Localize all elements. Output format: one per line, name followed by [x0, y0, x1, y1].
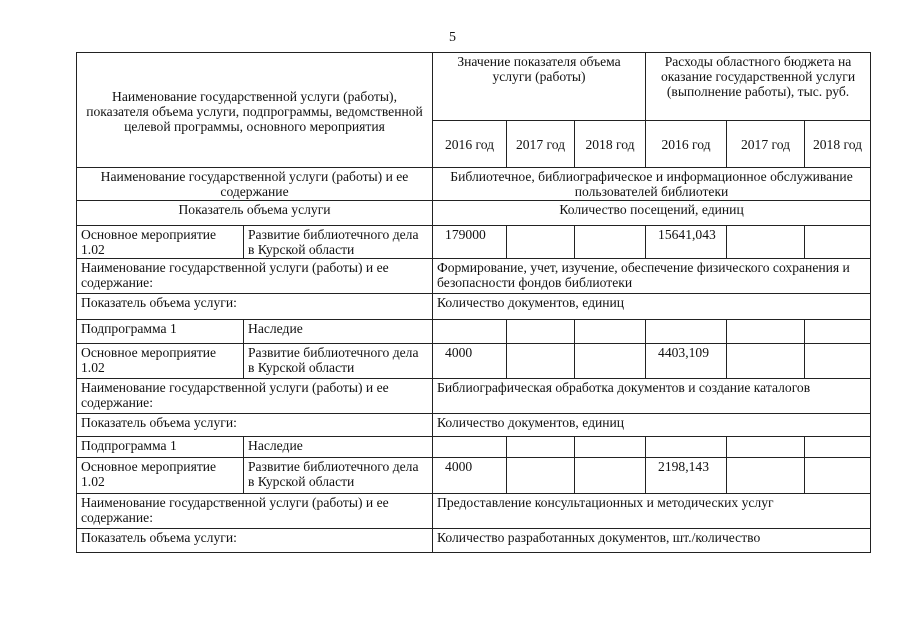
services-table [76, 52, 871, 553]
year-header: 2017 год [727, 121, 805, 168]
volume-2018 [575, 458, 646, 494]
volume-2017 [507, 226, 575, 259]
row-label: Основное мероприятие 1.02 [77, 458, 244, 494]
budget-2016 [646, 320, 727, 344]
budget-2016 [646, 437, 727, 458]
year-header: 2018 год [805, 121, 871, 168]
volume-2016 [433, 320, 507, 344]
service-label: Наименование государственной услуги (работы) и ее содержание: [77, 379, 433, 414]
volume-2016: 179000 [433, 226, 507, 259]
header-budget-cell: Расходы областного бюджета на оказание государственной услуги (выполнение работы), тыс. руб. [646, 53, 871, 121]
row-label: Подпрограмма 1 [77, 320, 244, 344]
page-number: 5 [449, 30, 456, 45]
volume-2018 [575, 226, 646, 259]
budget-2018 [805, 458, 871, 494]
row-description: Развитие библиотечного дела в Курской области [244, 226, 433, 259]
service-value: Библиотечное, библиографическое и информационное обслуживание пользователей библиотеки [433, 168, 871, 201]
volume-2016 [433, 437, 507, 458]
service-value: Формирование, учет, изучение, обеспечение физического сохранения и безопасности фондов библиотеки [433, 259, 871, 294]
indicator-label: Показатель объема услуги [77, 201, 433, 226]
budget-2016: 2198,143 [646, 458, 727, 494]
budget-2017 [727, 437, 805, 458]
volume-2017 [507, 437, 575, 458]
year-header: 2016 год [646, 121, 727, 168]
budget-2018 [805, 437, 871, 458]
row-description: Наследие [244, 437, 433, 458]
volume-2018 [575, 344, 646, 379]
indicator-label: Показатель объема услуги: [77, 529, 433, 553]
header-name-cell: Наименование государственной услуги (работы), показателя объема услуги, подпрограммы, ведомственной целевой программы, основного мероприятия [77, 53, 433, 168]
year-header: 2017 год [507, 121, 575, 168]
volume-2018 [575, 320, 646, 344]
indicator-label: Показатель объема услуги: [77, 414, 433, 437]
row-label: Основное мероприятие 1.02 [77, 344, 244, 379]
indicator-value: Количество документов, единиц [433, 294, 871, 320]
row-label: Основное мероприятие 1.02 [77, 226, 244, 259]
indicator-value: Количество посещений, единиц [433, 201, 871, 226]
budget-2017 [727, 320, 805, 344]
service-label: Наименование государственной услуги (работы) и ее содержание [77, 168, 433, 201]
service-label: Наименование государственной услуги (работы) и ее содержание: [77, 494, 433, 529]
budget-2018 [805, 344, 871, 379]
budget-2016: 4403,109 [646, 344, 727, 379]
indicator-value: Количество разработанных документов, шт./количество [433, 529, 871, 553]
row-description: Развитие библиотечного дела в Курской области [244, 458, 433, 494]
budget-2016: 15641,043 [646, 226, 727, 259]
service-value: Предоставление консультационных и методических услуг [433, 494, 871, 529]
indicator-label: Показатель объема услуги: [77, 294, 433, 320]
budget-2018 [805, 226, 871, 259]
budget-2017 [727, 344, 805, 379]
service-value: Библиографическая обработка документов и создание каталогов [433, 379, 871, 414]
budget-2018 [805, 320, 871, 344]
year-header: 2018 год [575, 121, 646, 168]
header-volume-cell: Значение показателя объема услуги (работы) [433, 53, 646, 121]
row-label: Подпрограмма 1 [77, 437, 244, 458]
volume-2018 [575, 437, 646, 458]
service-label: Наименование государственной услуги (работы) и ее содержание: [77, 259, 433, 294]
budget-2017 [727, 226, 805, 259]
volume-2017 [507, 458, 575, 494]
volume-2016: 4000 [433, 344, 507, 379]
row-description: Развитие библиотечного дела в Курской области [244, 344, 433, 379]
row-description: Наследие [244, 320, 433, 344]
volume-2016: 4000 [433, 458, 507, 494]
budget-2017 [727, 458, 805, 494]
volume-2017 [507, 344, 575, 379]
indicator-value: Количество документов, единиц [433, 414, 871, 437]
volume-2017 [507, 320, 575, 344]
year-header: 2016 год [433, 121, 507, 168]
